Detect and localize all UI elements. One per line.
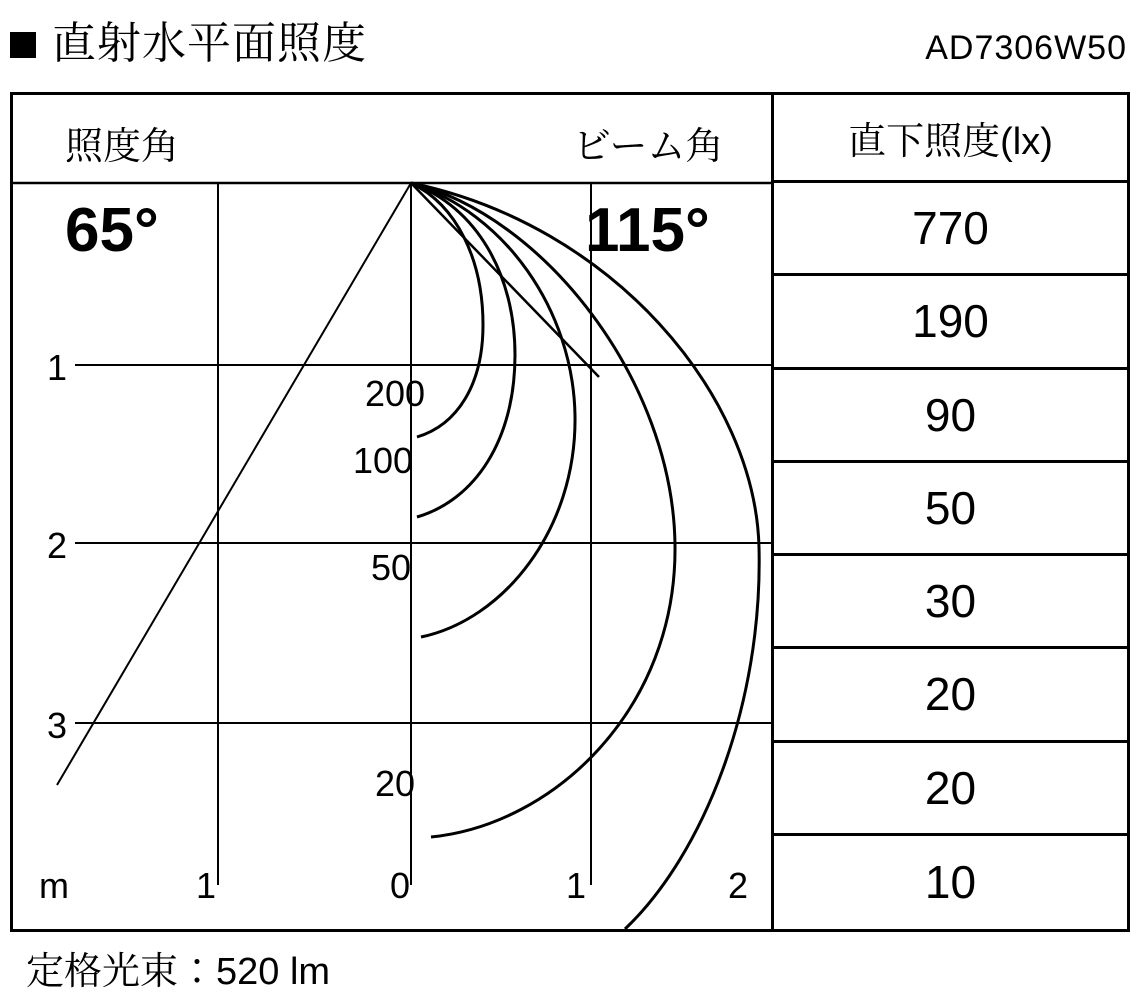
contour-label-100: 100 bbox=[353, 440, 414, 481]
table-row: 20 bbox=[774, 743, 1127, 836]
contour-label-200: 200 bbox=[365, 373, 426, 414]
beam-angle-label: ビーム角 bbox=[573, 126, 724, 168]
table-row: 770 bbox=[774, 183, 1127, 276]
chart-table-frame bbox=[10, 92, 1130, 932]
y-axis-tick-3: 3 bbox=[47, 705, 68, 746]
direct-illuminance-table bbox=[771, 95, 1127, 929]
x-axis-tick-left-1: 1 bbox=[196, 865, 217, 906]
table-row: 50 bbox=[774, 463, 1127, 556]
illuminance-angle-value: 65° bbox=[65, 196, 159, 265]
chart-header bbox=[0, 0, 1145, 88]
table-row: 10 bbox=[924, 856, 977, 909]
y-axis-tick-1: 1 bbox=[47, 347, 68, 388]
rated-luminous-flux: 定格光束：520 lm bbox=[26, 951, 331, 993]
table-row: 20 bbox=[774, 649, 1127, 742]
table-row: 30 bbox=[774, 556, 1127, 649]
illuminance-chart bbox=[13, 95, 771, 929]
beam-angle-value: 115° bbox=[585, 196, 710, 265]
y-axis-tick-2: 2 bbox=[47, 525, 68, 566]
contour-outer bbox=[411, 183, 759, 929]
contour-20 bbox=[411, 183, 675, 837]
page-title: 直射水平面照度 bbox=[52, 19, 367, 68]
contour-label-50: 50 bbox=[371, 547, 412, 588]
model-code: AD7306W50 bbox=[925, 29, 1127, 67]
x-axis-unit-label: m bbox=[39, 865, 69, 906]
contour-label-20: 20 bbox=[375, 763, 416, 804]
table-column-header: 直下照度(lx) bbox=[774, 95, 1127, 183]
x-axis-tick-right-2: 2 bbox=[728, 865, 749, 906]
illuminance-angle-label: 照度角 bbox=[65, 126, 180, 168]
table-row: 190 bbox=[774, 276, 1127, 369]
table-row: 90 bbox=[774, 370, 1127, 463]
contour-50 bbox=[411, 183, 575, 637]
filled-square-icon bbox=[10, 32, 36, 58]
x-axis-tick-zero: 0 bbox=[390, 865, 411, 906]
x-axis-tick-right-1: 1 bbox=[566, 865, 587, 906]
